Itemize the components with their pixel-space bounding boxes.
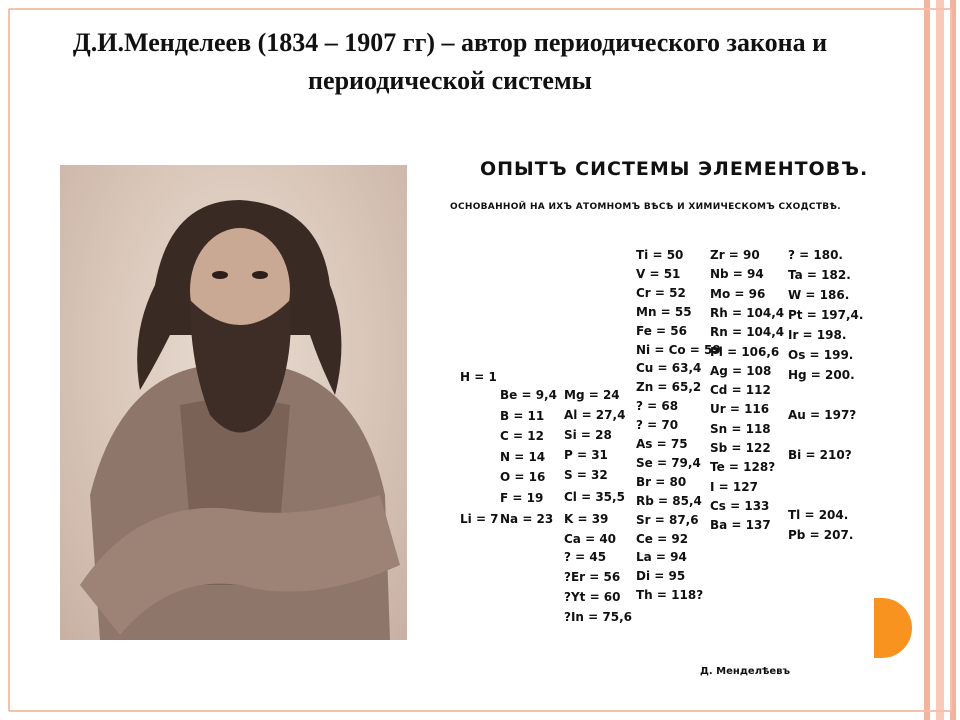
element-entry: ?Yt = 60: [564, 590, 621, 604]
element-entry: K = 39: [564, 512, 609, 526]
element-entry: Ce = 92: [636, 531, 689, 546]
element-entry: Br = 80: [636, 474, 687, 489]
table-heading: ОПЫТЪ СИСТЕМЫ ЭЛЕМЕНТОВЪ.: [480, 158, 869, 180]
element-entry: Au = 197?: [788, 408, 857, 422]
element-entry: Cs = 133: [710, 498, 770, 513]
element-entry: Al = 27,4: [564, 408, 626, 422]
element-entry: Ur = 116: [710, 402, 770, 417]
element-entry: S = 32: [564, 468, 608, 482]
element-entry: Rb = 85,4: [636, 493, 702, 508]
periodic-table-image: [440, 150, 870, 690]
element-entry: Si = 28: [564, 428, 612, 442]
element-entry: Te = 128?: [710, 460, 776, 475]
element-entry: Pl = 106,6: [710, 344, 780, 359]
element-entry: Ca = 40: [564, 532, 617, 546]
slide-title: Д.И.Менделеев (1834 – 1907 гг) – автор периодического закона и периодической системы: [72, 28, 828, 95]
element-entry: P = 31: [564, 448, 608, 462]
element-entry: H = 1: [460, 370, 497, 384]
element-entry: Ba = 137: [710, 518, 771, 533]
element-entry: ?Er = 56: [564, 570, 621, 584]
element-entry: ?In = 75,6: [564, 610, 632, 624]
element-entry: N = 14: [500, 449, 546, 464]
element-entry: Cd = 112: [710, 383, 771, 398]
element-entry: Os = 199.: [788, 348, 854, 362]
element-entry: O = 16: [500, 470, 546, 485]
element-entry: Hg = 200.: [788, 368, 855, 382]
element-entry: Cl = 35,5: [564, 490, 625, 504]
element-entry: Sn = 118: [710, 421, 771, 436]
element-entry: C = 12: [500, 429, 544, 444]
element-entry: Pb = 207.: [788, 528, 854, 542]
element-entry: Th = 118?: [636, 588, 704, 603]
element-entry: Fe = 56: [636, 323, 687, 338]
element-entry: Na = 23: [500, 511, 554, 526]
table-subheading: ОСНОВАННОЙ НА ИХЪ АТОМНОМЪ ВѢСѢ И ХИМИЧЕСКОМЪ СХОДСТВѢ.: [450, 202, 841, 212]
element-entry: Ni = Co = 59: [636, 342, 721, 357]
element-entry: B = 11: [500, 408, 545, 423]
element-entry: Zn = 65,2: [636, 380, 702, 395]
element-entry: Cr = 52: [636, 285, 686, 300]
element-entry: Di = 95: [636, 569, 686, 584]
element-entry: W = 186.: [788, 288, 850, 302]
element-entry: Se = 79,4: [636, 455, 701, 470]
element-entry: Rh = 104,4: [710, 305, 785, 320]
element-entry: ? = 180.: [788, 248, 843, 262]
element-entry: F = 19: [500, 491, 544, 505]
element-entry: ? = 70: [636, 418, 679, 433]
element-entry: Pt = 197,4.: [788, 308, 864, 322]
element-entry: As = 75: [636, 437, 688, 451]
element-entry: Ta = 182.: [788, 268, 851, 282]
signature: Д. Менделѣевъ: [700, 666, 790, 677]
element-entry: Be = 9,4: [500, 388, 557, 402]
element-entry: Ag = 108: [710, 363, 772, 378]
element-entry: ? = 68: [636, 399, 679, 414]
portrait-photo-icon: [60, 165, 407, 640]
element-entry: Nb = 94: [710, 267, 764, 282]
element-entry: La = 94: [636, 550, 687, 565]
element-entry: Mg = 24: [564, 388, 620, 402]
element-entry: Zr = 90: [710, 248, 760, 262]
element-entry: Mo = 96: [710, 286, 766, 301]
element-entry: Sb = 122: [710, 441, 771, 455]
element-entry: Li = 7: [460, 512, 499, 526]
element-entry: V = 51: [636, 266, 681, 281]
element-entry: Bi = 210?: [788, 448, 852, 462]
element-entry: Mn = 55: [636, 304, 692, 319]
element-entry: Ti = 50: [636, 248, 684, 262]
mendeleev-portrait: [60, 165, 407, 640]
element-entry: ? = 45: [564, 550, 607, 564]
element-entry: Cu = 63,4: [636, 361, 702, 376]
element-entry: Ir = 198.: [788, 328, 847, 342]
element-entry: Rn = 104,4: [710, 325, 785, 340]
element-entry: Tl = 204.: [788, 508, 849, 522]
element-entry: Sr = 87,6: [636, 512, 699, 527]
element-entry: I = 127: [710, 479, 758, 494]
